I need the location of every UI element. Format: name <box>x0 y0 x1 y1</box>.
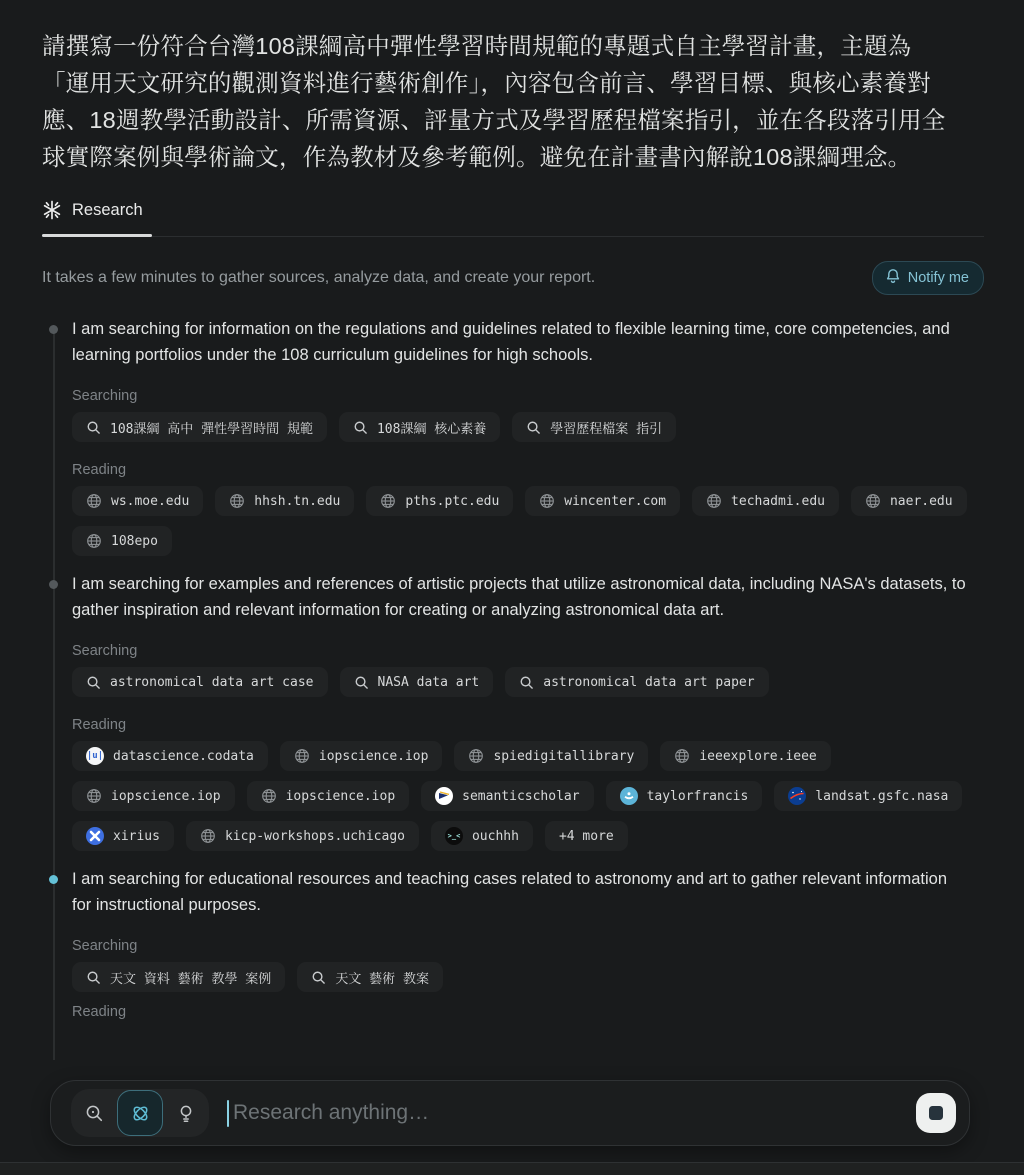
tab-research[interactable] <box>42 200 143 236</box>
reading-chip-row <box>72 486 972 556</box>
search-chip-row <box>72 412 972 442</box>
notify-me-label: Notify me <box>907 270 969 286</box>
globe-icon <box>200 828 216 844</box>
stop-icon <box>929 1106 943 1120</box>
reading-source-label: ws.moe.edu <box>111 493 190 509</box>
status-text: It takes a few minutes to gather sources, analyze data, and create your report. <box>42 269 596 286</box>
step-bullet <box>49 580 58 589</box>
globe-icon <box>674 748 690 764</box>
step-bullet <box>49 325 58 334</box>
search-query-label: 天文 藝術 教案 <box>335 971 429 987</box>
reading-source-label: taylorfrancis <box>646 788 749 804</box>
searching-label: Searching <box>72 938 138 954</box>
tab-bar <box>42 200 984 237</box>
search-query-chip[interactable] <box>339 412 500 442</box>
globe-icon <box>865 493 881 509</box>
reading-source-chip[interactable] <box>851 486 967 516</box>
reading-source-label: datascience.codata <box>113 748 254 764</box>
reading-label-clipped: Reading <box>72 1004 127 1020</box>
search-query-label: 學習歷程檔案 指引 <box>550 421 663 437</box>
reading-source-chip[interactable] <box>72 741 268 771</box>
ouchhh-favicon: >_< <box>445 827 463 845</box>
composer-bar <box>50 1080 970 1146</box>
reading-source-chip[interactable] <box>215 486 354 516</box>
tab-divider <box>42 236 984 237</box>
reading-source-label: spiedigitallibrary <box>493 748 635 764</box>
reading-source-label: landsat.gsfc.nasa <box>815 788 949 804</box>
research-input[interactable] <box>229 1101 916 1125</box>
reading-source-label: iopscience.iop <box>318 748 429 764</box>
reading-source-label: hhsh.tn.edu <box>254 493 341 509</box>
reading-label: Reading <box>72 462 127 478</box>
reading-label: Reading <box>72 717 127 733</box>
search-query-chip[interactable] <box>505 667 768 697</box>
reading-source-label: xirius <box>113 828 160 844</box>
reading-source-label: 108epo <box>111 533 158 549</box>
search-query-chip[interactable] <box>340 667 494 697</box>
reading-source-chip[interactable] <box>692 486 839 516</box>
globe-icon <box>261 788 277 804</box>
reading-source-label: semanticscholar <box>462 788 580 804</box>
xirius-favicon <box>86 827 104 845</box>
status-row <box>42 261 984 295</box>
step-description: I am searching for examples and references of artistic projects that utilize astronomical data, including NASA's datasets, to gather inspiration and relevant information for creating or analyzing astronomical data art. <box>72 575 966 619</box>
step-description: I am searching for information on the regulations and guidelines related to flexible learning time, core competencies, and learning portfolios under the 108 curriculum guidelines for high schools. <box>72 320 950 364</box>
reading-source-chip[interactable] <box>280 741 443 771</box>
codata-favicon: |u| <box>86 747 104 765</box>
globe-icon <box>229 493 245 509</box>
nasa-favicon <box>788 787 806 805</box>
reading-source-label: ieeexplore.ieee <box>699 748 817 764</box>
reading-source-label: ouchhh <box>471 828 519 844</box>
think-tool-button[interactable] <box>165 1092 207 1134</box>
searching-label: Searching <box>72 643 138 659</box>
search-query-label: 108課綱 高中 彈性學習時間 規範 <box>110 421 313 437</box>
globe-icon <box>294 748 310 764</box>
bell-icon <box>885 268 901 288</box>
search-query-label: 108課綱 核心素養 <box>376 421 487 437</box>
step-description: I am searching for educational resources and teaching cases related to astronomy and art to gather relevant information for instructional purposes. <box>72 870 947 914</box>
globe-icon <box>539 493 555 509</box>
search-query-label: astronomical data art case <box>110 674 314 690</box>
reading-source-chip[interactable] <box>431 821 533 851</box>
research-step-3 <box>72 867 984 1020</box>
step-bullet-active <box>49 875 58 884</box>
reading-source-chip[interactable] <box>660 741 830 771</box>
research-spark-icon <box>42 200 62 220</box>
reading-source-chip[interactable] <box>247 781 410 811</box>
globe-icon <box>706 493 722 509</box>
search-tool-button[interactable] <box>73 1092 115 1134</box>
user-prompt: 請撰寫一份符合台灣108課綱高中彈性學習時間規範的專題式自主學習計畫，主題為「運用天文研究的觀測資料進行藝術創作」，內容包含前言、學習目標、與核心素養對應、18週教學活動設計、所需資源、評量方式及學習歷程檔案指引，並在各段落引用全球實際案例與學術論文，作為教材及參考範例。避免在計畫書內解說108課綱理念。 <box>42 33 946 170</box>
search-query-chip[interactable] <box>72 962 285 992</box>
globe-icon <box>86 533 102 549</box>
reading-source-label: wincenter.com <box>564 493 667 509</box>
reading-source-chip[interactable] <box>525 486 680 516</box>
searching-label: Searching <box>72 388 138 404</box>
globe-icon <box>380 493 396 509</box>
reading-source-chip[interactable] <box>774 781 962 811</box>
research-step-2 <box>72 572 984 851</box>
tool-selector-group <box>71 1089 209 1137</box>
reading-source-chip[interactable] <box>366 486 513 516</box>
research-step-1 <box>72 317 984 556</box>
globe-icon <box>86 788 102 804</box>
tab-research-label: Research <box>72 200 143 219</box>
search-query-label: NASA data art <box>377 674 480 690</box>
semanticscholar-favicon <box>435 787 453 805</box>
reading-source-label: techadmi.edu <box>731 493 825 509</box>
search-query-chip[interactable] <box>297 962 443 992</box>
page-bottom-edge <box>0 1163 1024 1175</box>
search-chip-row <box>72 667 972 697</box>
reading-source-chip[interactable] <box>72 781 235 811</box>
search-query-chip[interactable] <box>512 412 676 442</box>
reading-chip-row <box>72 741 972 851</box>
reading-source-chip[interactable] <box>186 821 419 851</box>
search-query-label: astronomical data art paper <box>543 674 755 690</box>
reading-source-label: naer.edu <box>889 493 953 509</box>
globe-icon <box>86 493 102 509</box>
globe-icon <box>468 748 484 764</box>
search-query-chip[interactable] <box>72 412 327 442</box>
search-chip-row <box>72 962 972 992</box>
reading-source-label: kicp-workshops.uchicago <box>224 828 405 844</box>
taylorfrancis-favicon <box>620 787 638 805</box>
more-sources-chip[interactable] <box>545 821 628 851</box>
reading-source-chip[interactable] <box>72 526 172 556</box>
reading-source-chip[interactable] <box>454 741 648 771</box>
search-query-chip[interactable] <box>72 667 328 697</box>
notify-me-button[interactable] <box>872 261 984 295</box>
reading-source-chip[interactable] <box>72 486 203 516</box>
research-timeline <box>42 317 984 1020</box>
reading-source-label: iopscience.iop <box>111 788 221 804</box>
reading-source-chip[interactable] <box>421 781 593 811</box>
reading-source-label: iopscience.iop <box>285 788 396 804</box>
deepsearch-tool-button[interactable] <box>117 1090 163 1136</box>
reading-source-chip[interactable] <box>606 781 763 811</box>
reading-source-chip[interactable] <box>72 821 174 851</box>
search-query-label: 天文 資料 藝術 教學 案例 <box>110 971 272 987</box>
more-sources-label: +4 more <box>558 828 614 844</box>
reading-source-label: pths.ptc.edu <box>405 493 500 509</box>
active-tab-underline <box>42 234 152 237</box>
stop-button[interactable] <box>916 1093 956 1133</box>
